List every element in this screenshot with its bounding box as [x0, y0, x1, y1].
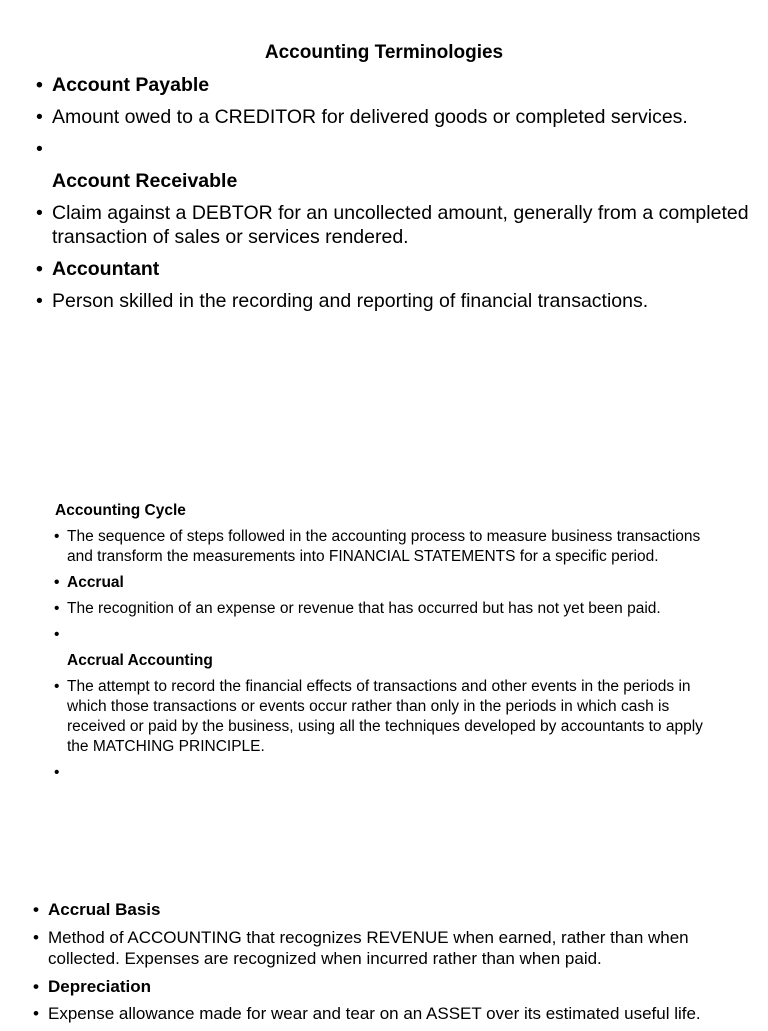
bullet-item: • The recognition of an expense or revenue that has occurred but has not yet been paid. [67, 599, 717, 619]
bullet-item: • Method of ACCOUNTING that recognizes REVENUE when earned, rather than when collected. Expenses are recognized when incurred rather than when paid. [48, 927, 748, 970]
bullet-item: Account Receivable [52, 170, 238, 192]
slide2-title: Accounting Cycle [55, 502, 186, 519]
bullet-item: • Account Payable [52, 73, 752, 97]
bullet-item: • Accrual [67, 573, 717, 593]
bullet-item-empty [52, 137, 752, 161]
bullet-item: • Person skilled in the recording and reporting of financial transactions. [52, 289, 752, 313]
slide1-title: Accounting Terminologies [264, 42, 504, 63]
slide1-bullet-list [52, 73, 752, 321]
bullet-item-empty [67, 625, 717, 645]
bullet-item: Accrual Accounting [67, 652, 213, 669]
bullet-item: • The attempt to record the financial effects of transactions and other events in the periods in which those transactions or events occur rather than only in the periods in which cash is received or paid by the business, using all the techniques developed by accountants to apply the MATCHING PRINCIPLE. [67, 677, 717, 757]
bullet-item: • Claim against a DEBTOR for an uncollected amount, generally from a completed transaction of sales or services rendered. [52, 201, 752, 249]
bullet-item: • Expense allowance made for wear and tear on an ASSET over its estimated useful life. [48, 1003, 748, 1025]
bullet-item: • Amount owed to a CREDITOR for delivered goods or completed services. [52, 105, 752, 129]
bullet-item: • The sequence of steps followed in the accounting process to measure business transactions and transform the measurements into FINANCIAL STATEMENTS for a specific period. [67, 527, 717, 567]
bullet-item-empty [67, 763, 717, 783]
bullet-item: • Depreciation [48, 976, 748, 998]
slide2-bullet-list [67, 527, 717, 789]
slide3-bullet-list [48, 899, 748, 1031]
bullet-item: • Accrual Basis [48, 899, 748, 921]
bullet-item: • Accountant [52, 257, 752, 281]
